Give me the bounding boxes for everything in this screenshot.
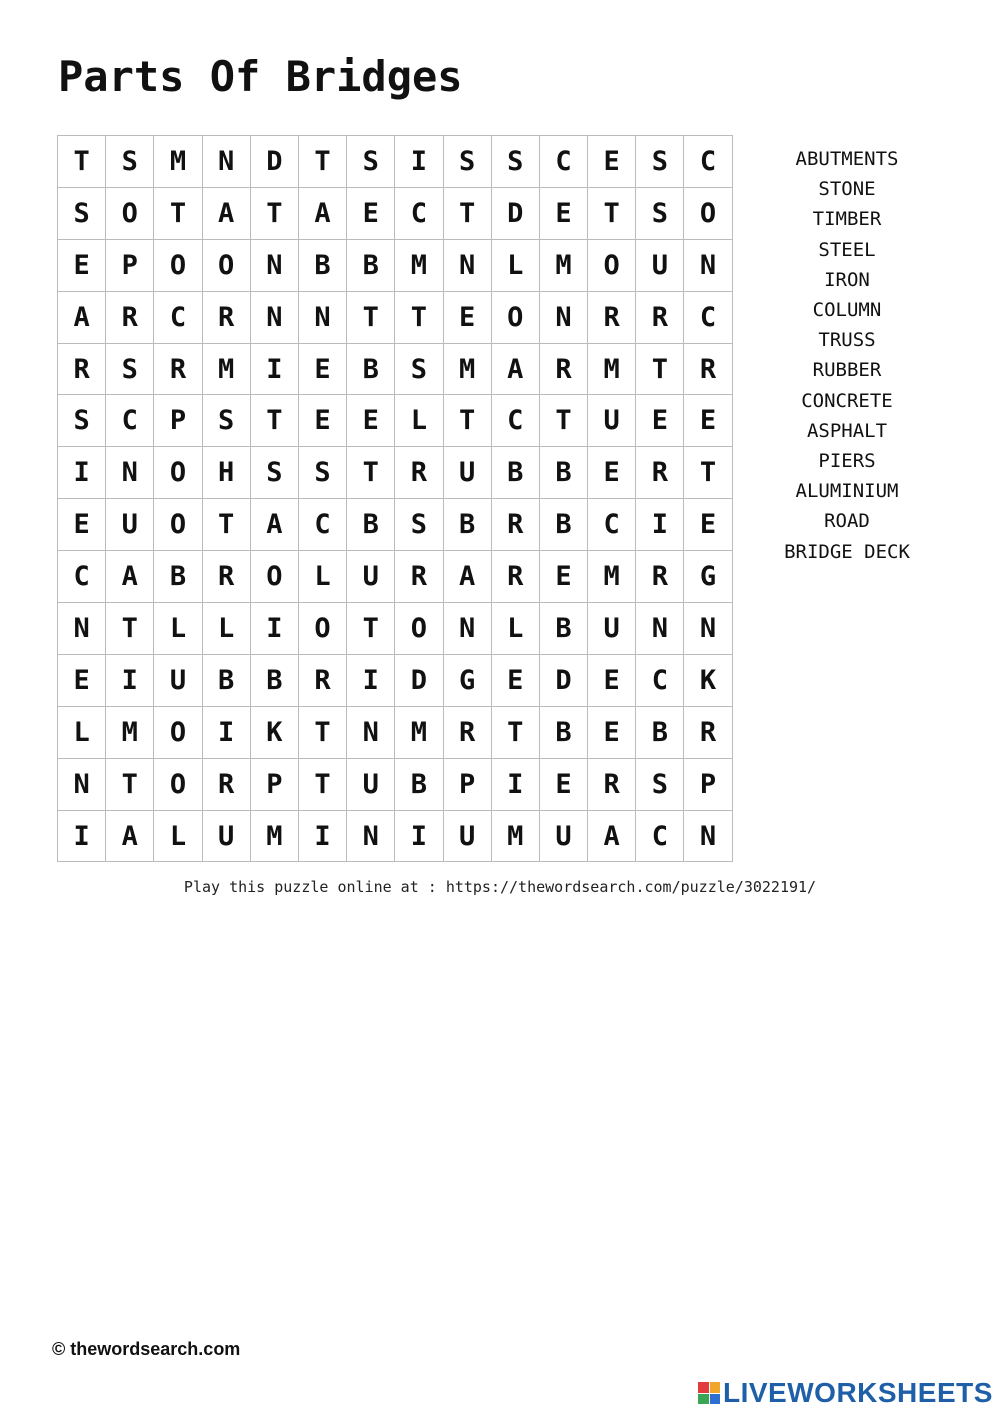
grid-cell[interactable]: R (540, 344, 588, 396)
grid-cell[interactable]: M (154, 136, 202, 188)
grid-cell[interactable]: E (299, 344, 347, 396)
grid-cell[interactable]: O (395, 603, 443, 655)
grid-cell[interactable]: C (299, 499, 347, 551)
grid-cell[interactable]: U (106, 499, 154, 551)
grid-cell[interactable]: R (636, 551, 684, 603)
grid-cell[interactable]: A (251, 499, 299, 551)
grid-cell[interactable]: R (492, 551, 540, 603)
grid-cell[interactable]: O (154, 447, 202, 499)
grid-cell[interactable]: T (299, 136, 347, 188)
word-list-item: ALUMINIUM (795, 480, 899, 503)
grid-cell[interactable]: M (395, 707, 443, 759)
grid-cell[interactable]: O (154, 707, 202, 759)
grid-cell[interactable]: T (395, 292, 443, 344)
grid-cell[interactable]: S (106, 136, 154, 188)
grid-cell[interactable]: T (251, 188, 299, 240)
grid-cell[interactable]: S (299, 447, 347, 499)
grid-cell[interactable]: R (58, 344, 106, 396)
grid-cell[interactable]: E (588, 447, 636, 499)
grid-cell[interactable]: S (347, 136, 395, 188)
grid-cell[interactable]: I (492, 759, 540, 811)
grid-cell[interactable]: A (299, 188, 347, 240)
grid-cell[interactable]: D (492, 188, 540, 240)
word-list-item: CONCRETE (801, 389, 893, 412)
grid-cell[interactable]: N (106, 447, 154, 499)
grid-cell[interactable]: E (636, 395, 684, 447)
grid-cell[interactable]: N (251, 292, 299, 344)
grid-cell[interactable]: L (395, 395, 443, 447)
grid-cell[interactable]: B (540, 707, 588, 759)
grid-cell[interactable]: P (251, 759, 299, 811)
grid-cell[interactable]: E (588, 655, 636, 707)
grid-cell[interactable]: E (58, 499, 106, 551)
grid-cell[interactable]: O (106, 188, 154, 240)
grid-cell[interactable]: T (347, 292, 395, 344)
online-puzzle-link[interactable]: Play this puzzle online at : https://thewordsearch.com/puzzle/3022191/ (183, 878, 817, 896)
grid-cell[interactable]: N (58, 603, 106, 655)
grid-cell[interactable]: A (106, 811, 154, 863)
grid-cell[interactable]: T (444, 188, 492, 240)
word-list-item: ABUTMENTS (795, 148, 899, 170)
grid-cell[interactable]: N (203, 136, 251, 188)
grid-cell[interactable]: T (106, 603, 154, 655)
grid-cell[interactable]: C (684, 292, 732, 344)
grid-cell[interactable]: C (154, 292, 202, 344)
grid-cell[interactable]: U (347, 759, 395, 811)
grid-cell[interactable]: G (684, 551, 732, 603)
grid-cell[interactable]: T (58, 136, 106, 188)
grid-cell[interactable]: I (395, 811, 443, 863)
grid-cell[interactable]: D (395, 655, 443, 707)
grid-cell[interactable]: I (251, 603, 299, 655)
grid-cell[interactable]: M (395, 240, 443, 292)
grid-cell[interactable]: E (684, 499, 732, 551)
grid-cell[interactable]: C (58, 551, 106, 603)
word-list (772, 144, 922, 567)
grid-cell[interactable]: R (106, 292, 154, 344)
grid-cell[interactable]: E (540, 759, 588, 811)
grid-cell[interactable]: N (444, 603, 492, 655)
grid-cell[interactable]: I (395, 136, 443, 188)
grid-cell[interactable]: T (492, 707, 540, 759)
grid-cell[interactable]: E (540, 188, 588, 240)
grid-cell[interactable]: U (203, 811, 251, 863)
grid-cell[interactable]: H (203, 447, 251, 499)
word-list-item: BRIDGE DECK (784, 540, 910, 563)
grid-cell[interactable]: B (347, 499, 395, 551)
grid-cell[interactable]: S (58, 395, 106, 447)
grid-cell[interactable]: N (299, 292, 347, 344)
grid-cell[interactable]: T (251, 395, 299, 447)
grid-cell[interactable]: U (588, 603, 636, 655)
grid-cell[interactable]: C (636, 655, 684, 707)
grid-cell[interactable]: U (540, 811, 588, 863)
grid-cell[interactable]: O (684, 188, 732, 240)
grid-cell[interactable]: N (684, 811, 732, 863)
grid-cell[interactable]: E (444, 292, 492, 344)
grid-cell[interactable]: U (636, 240, 684, 292)
grid-cell[interactable]: S (636, 136, 684, 188)
grid-cell[interactable]: R (444, 707, 492, 759)
word-list-item: ASPHALT (806, 419, 888, 442)
grid-cell[interactable]: R (588, 759, 636, 811)
grid-cell[interactable]: E (347, 188, 395, 240)
grid-cell[interactable]: O (154, 240, 202, 292)
grid-cell[interactable]: N (347, 707, 395, 759)
grid-cell[interactable]: E (58, 655, 106, 707)
grid-cell[interactable]: N (444, 240, 492, 292)
liveworksheets-logo-icon (698, 1382, 720, 1404)
grid-cell[interactable]: O (203, 240, 251, 292)
grid-cell[interactable]: R (203, 292, 251, 344)
grid-cell[interactable]: M (106, 707, 154, 759)
grid-cell[interactable]: P (684, 759, 732, 811)
grid-cell[interactable]: T (636, 344, 684, 396)
grid-cell[interactable]: M (540, 240, 588, 292)
grid-cell[interactable]: B (251, 655, 299, 707)
grid-cell[interactable]: I (299, 811, 347, 863)
grid-cell[interactable]: S (636, 759, 684, 811)
grid-cell[interactable]: D (540, 655, 588, 707)
word-search-grid[interactable] (57, 135, 733, 862)
grid-cell[interactable]: T (106, 759, 154, 811)
grid-cell[interactable]: A (106, 551, 154, 603)
grid-cell[interactable]: E (684, 395, 732, 447)
grid-cell[interactable]: R (636, 292, 684, 344)
grid-cell[interactable]: E (347, 395, 395, 447)
grid-cell[interactable]: R (588, 292, 636, 344)
grid-cell[interactable]: A (58, 292, 106, 344)
grid-cell[interactable]: R (299, 655, 347, 707)
grid-cell[interactable]: B (444, 499, 492, 551)
grid-cell[interactable]: R (684, 707, 732, 759)
grid-cell[interactable]: M (203, 344, 251, 396)
grid-cell[interactable]: I (106, 655, 154, 707)
grid-cell[interactable]: I (58, 447, 106, 499)
grid-cell[interactable]: S (251, 447, 299, 499)
grid-cell[interactable]: I (203, 707, 251, 759)
word-list-item: STEEL (818, 238, 876, 261)
grid-cell[interactable]: B (203, 655, 251, 707)
grid-cell[interactable]: T (684, 447, 732, 499)
grid-cell[interactable]: L (154, 603, 202, 655)
grid-cell[interactable]: P (154, 395, 202, 447)
grid-cell[interactable]: O (154, 499, 202, 551)
grid-cell[interactable]: R (492, 499, 540, 551)
grid-cell[interactable]: B (154, 551, 202, 603)
grid-cell[interactable]: M (444, 344, 492, 396)
grid-cell[interactable]: N (540, 292, 588, 344)
grid-cell[interactable]: R (154, 344, 202, 396)
grid-cell[interactable]: C (492, 395, 540, 447)
grid-cell[interactable]: T (203, 499, 251, 551)
grid-cell[interactable]: U (444, 811, 492, 863)
grid-cell[interactable]: R (395, 447, 443, 499)
grid-cell[interactable]: B (540, 499, 588, 551)
grid-cell[interactable]: U (154, 655, 202, 707)
grid-cell[interactable]: L (154, 811, 202, 863)
word-list-item: RUBBER (812, 359, 882, 382)
grid-cell[interactable]: S (106, 344, 154, 396)
grid-cell[interactable]: A (444, 551, 492, 603)
grid-cell[interactable]: N (636, 603, 684, 655)
grid-cell[interactable]: S (58, 188, 106, 240)
grid-cell[interactable]: T (347, 603, 395, 655)
word-list-item: IRON (824, 268, 870, 291)
grid-cell[interactable]: A (588, 811, 636, 863)
grid-cell[interactable]: E (588, 707, 636, 759)
grid-cell[interactable]: T (588, 188, 636, 240)
grid-cell[interactable]: L (492, 240, 540, 292)
grid-cell[interactable]: N (684, 603, 732, 655)
grid-cell[interactable]: R (203, 759, 251, 811)
grid-cell[interactable]: A (492, 344, 540, 396)
grid-cell[interactable]: D (251, 136, 299, 188)
grid-cell[interactable]: O (299, 603, 347, 655)
grid-cell[interactable]: B (540, 603, 588, 655)
grid-cell[interactable]: A (203, 188, 251, 240)
grid-cell[interactable]: T (540, 395, 588, 447)
grid-cell[interactable]: S (203, 395, 251, 447)
grid-cell[interactable]: E (492, 655, 540, 707)
grid-cell[interactable]: B (299, 240, 347, 292)
grid-cell[interactable]: O (492, 292, 540, 344)
grid-cell[interactable]: R (636, 447, 684, 499)
word-list-item: TIMBER (812, 208, 882, 231)
grid-cell[interactable]: R (203, 551, 251, 603)
grid-cell[interactable]: B (395, 759, 443, 811)
grid-cell[interactable]: N (347, 811, 395, 863)
grid-cell[interactable]: U (444, 447, 492, 499)
grid-cell[interactable]: O (154, 759, 202, 811)
grid-cell[interactable]: G (444, 655, 492, 707)
word-list-item: STONE (818, 178, 876, 201)
page-title: Parts Of Bridges (58, 52, 463, 101)
grid-cell[interactable]: P (106, 240, 154, 292)
grid-cell[interactable]: S (395, 344, 443, 396)
grid-cell[interactable]: B (492, 447, 540, 499)
grid-cell[interactable]: M (588, 344, 636, 396)
grid-cell[interactable]: S (636, 188, 684, 240)
grid-cell[interactable]: S (492, 136, 540, 188)
grid-cell[interactable]: C (540, 136, 588, 188)
grid-cell[interactable]: M (251, 811, 299, 863)
grid-cell[interactable]: E (58, 240, 106, 292)
grid-cell[interactable]: L (203, 603, 251, 655)
grid-cell[interactable]: K (251, 707, 299, 759)
grid-cell[interactable]: B (347, 344, 395, 396)
grid-cell[interactable]: C (106, 395, 154, 447)
grid-cell[interactable]: T (154, 188, 202, 240)
grid-cell[interactable]: R (395, 551, 443, 603)
grid-cell[interactable]: B (540, 447, 588, 499)
grid-cell[interactable]: B (636, 707, 684, 759)
grid-cell[interactable]: I (636, 499, 684, 551)
word-list-item: TRUSS (818, 329, 876, 352)
grid-cell[interactable]: T (347, 447, 395, 499)
grid-cell[interactable]: R (684, 344, 732, 396)
grid-cell[interactable]: E (588, 136, 636, 188)
grid-cell[interactable]: N (684, 240, 732, 292)
grid-cell[interactable]: C (588, 499, 636, 551)
liveworksheets-brand (698, 1376, 993, 1410)
grid-cell[interactable]: C (395, 188, 443, 240)
grid-cell[interactable]: T (444, 395, 492, 447)
grid-cell[interactable]: C (684, 136, 732, 188)
word-list-item: COLUMN (812, 299, 882, 322)
grid-cell[interactable]: B (347, 240, 395, 292)
grid-cell[interactable]: T (299, 707, 347, 759)
grid-cell[interactable]: C (636, 811, 684, 863)
grid-cell[interactable]: S (444, 136, 492, 188)
word-list-item: ROAD (824, 510, 870, 533)
grid-cell[interactable]: O (251, 551, 299, 603)
grid-cell[interactable]: L (299, 551, 347, 603)
grid-cell[interactable]: M (588, 551, 636, 603)
grid-cell[interactable]: K (684, 655, 732, 707)
copyright-notice: © thewordsearch.com (52, 1339, 241, 1359)
grid-cell[interactable]: U (588, 395, 636, 447)
grid-cell[interactable]: I (347, 655, 395, 707)
grid-cell[interactable]: L (58, 707, 106, 759)
grid-cell[interactable]: I (58, 811, 106, 863)
grid-cell[interactable]: E (540, 551, 588, 603)
grid-cell[interactable]: N (58, 759, 106, 811)
grid-cell[interactable]: P (444, 759, 492, 811)
grid-cell[interactable]: U (347, 551, 395, 603)
grid-cell[interactable]: O (588, 240, 636, 292)
grid-cell[interactable]: M (492, 811, 540, 863)
grid-cell[interactable]: S (395, 499, 443, 551)
grid-cell[interactable]: E (299, 395, 347, 447)
grid-cell[interactable]: N (251, 240, 299, 292)
grid-cell[interactable]: I (251, 344, 299, 396)
grid-cell[interactable]: L (492, 603, 540, 655)
grid-cell[interactable]: T (299, 759, 347, 811)
brand-name: LIVEWORKSHEETS (723, 1377, 993, 1408)
word-list-item: PIERS (818, 450, 876, 473)
